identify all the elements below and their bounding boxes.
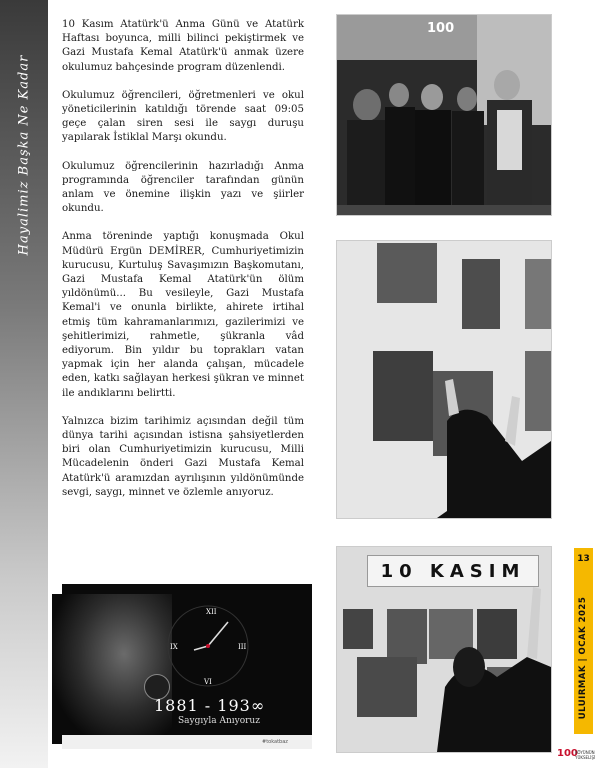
left-gradient-sidebar — [0, 0, 48, 768]
page-number: 13 — [577, 554, 590, 564]
issue-sidebar — [574, 548, 593, 734]
exhibition-photo — [336, 240, 552, 519]
badge-subtitle: KÖYÜNÜN YÜKSELİŞİ — [575, 750, 595, 760]
memorial-poster — [62, 584, 312, 749]
article-paragraph: Anma töreninde yaptığı konuşmada Okul Müdürü Ergün DEMİRER, Cumhuriyetimizin kurucusu, Kurtuluş Savaşımızın Başkomutanı, Gazi Mustafa Kemal Atatürk'ün ölüm yıldönümü... Bu vesileyle, Gazi Mustafa Kemal'i ve onunla birlikte, ahirete irtihal etmiş tüm kahramanlarımızı, gazilerimizi ve şehitlerimizi, rahmetle, şükranla vâd ediyorum. Bin yıldır bu toprakları vatan yapmak için her alanda çalışan, mücadele eden, katkı sağlayan herkesi şükran ve minnet ile andıklarını belirtti. — [62, 231, 304, 399]
svg-text:III: III — [238, 643, 247, 651]
historical-photo — [336, 14, 552, 216]
svg-text:XII: XII — [206, 608, 217, 616]
exhibition-photo-graphic — [337, 241, 551, 518]
svg-text:IX: IX — [170, 643, 178, 651]
badge-number: 100 — [557, 748, 578, 759]
issue-label: ULUIRMAK | OCAK 2025 — [578, 596, 588, 720]
poster-hashtag: #tokatbaz — [262, 739, 288, 745]
article-paragraph: 10 Kasım Atatürk'ü Anma Günü ve Atatürk Haftası boyunca, milli bilinci pekiştirmek ve Gazi Mustafa Kemal Atatürk'ü anmak üzere okulumuz bahçesinde program düzenlendi. — [62, 19, 304, 73]
centennial-logo: 100 — [427, 21, 455, 36]
article-paragraph: Okulumuz öğrencilerinin hazırladığı Anma programında öğrenciler tarafından günün anlam ve önemine ilişkin yazı ve şiirler okundu. — [62, 160, 304, 215]
banner-text: 10 KASIM — [367, 555, 539, 587]
article-body — [62, 18, 304, 514]
centennial-badge — [557, 748, 595, 766]
poster-footer-strip — [62, 735, 312, 749]
sidebar-script-text: Hayalimiz Başka Ne Kadar — [16, 54, 32, 256]
poster-years: 1881 - 193∞ — [154, 696, 266, 715]
banner-photo — [336, 546, 552, 753]
poster-slogan: Saygıyla Anıyoruz — [178, 716, 260, 726]
article-paragraph: Okulumuz öğrencileri, öğretmenleri ve okul yöneticilerinin katıldığı törende saat 09:05 geçe çalan siren sesi ile saygı duruşu yapılarak İstiklal Marşı okundu. — [62, 89, 304, 144]
historical-photo-graphic — [337, 15, 551, 215]
svg-text:VI: VI — [204, 678, 212, 686]
article-paragraph: Yalnızca bizim tarihimiz açısından değil tüm dünya tarihi açısından istisna şahsiyetlerden biri olan Cumhuriyetimizin kurucusu, Milli Mücadelenin önderi Gazi Mustafa Kemal Atatürk'ü aramızdan ayrılışının yıldönümünde sevgi, saygı, minnet ve özlemle anıyoruz. — [62, 415, 304, 498]
